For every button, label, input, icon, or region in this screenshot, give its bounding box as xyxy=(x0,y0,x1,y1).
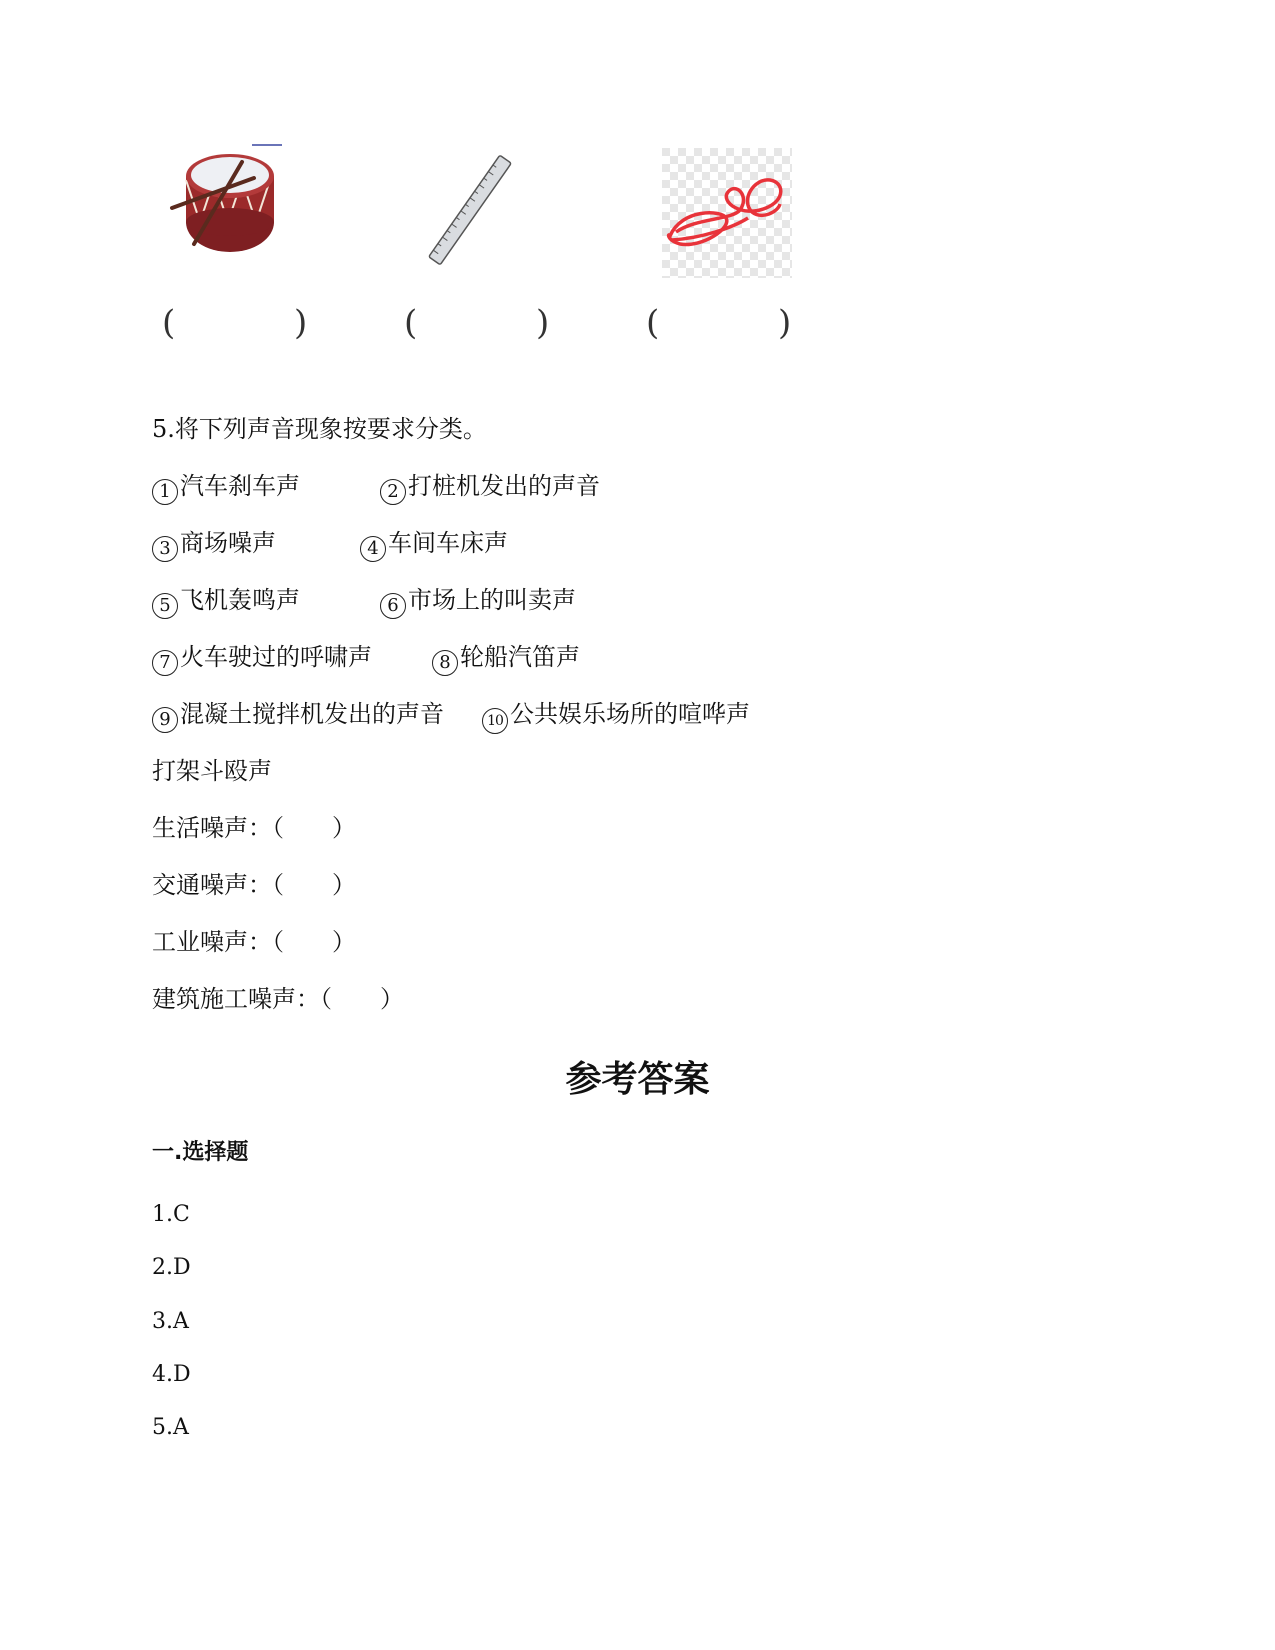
drum-icon xyxy=(168,140,288,260)
item-text: 火车驶过的呼啸声 xyxy=(180,643,372,671)
category-traffic-noise: 交通噪声：（ ） xyxy=(152,871,356,899)
answers-heading: 参考答案 xyxy=(565,1059,710,1100)
answer-item: 2.D xyxy=(152,1255,191,1280)
rubber-band-picture xyxy=(662,148,792,278)
item-text: 市场上的叫卖声 xyxy=(408,586,576,614)
item-text: 混凝土搅拌机发出的声音 xyxy=(180,700,444,728)
item-text: 汽车刹车声 xyxy=(180,472,300,500)
item-number: 10 xyxy=(482,708,508,734)
item-number: 9 xyxy=(152,707,178,733)
question-row-4 xyxy=(152,642,580,676)
category-construction-noise: 建筑施工噪声：（ ） xyxy=(152,985,404,1013)
list-item xyxy=(152,642,432,676)
question-extra-item: 打架斗殴声 xyxy=(152,757,272,785)
question-row-1 xyxy=(152,471,600,505)
rubber-band-icon xyxy=(662,148,792,278)
item-number: 7 xyxy=(152,650,178,676)
list-item xyxy=(152,585,380,619)
drum-picture xyxy=(168,140,288,260)
item-text: 公共娱乐场所的喧哗声 xyxy=(510,700,750,728)
list-item xyxy=(152,699,482,733)
answer-paren-open-1: ( xyxy=(162,303,176,343)
list-item xyxy=(380,585,576,619)
question-row-3 xyxy=(152,585,576,619)
item-number: 5 xyxy=(152,593,178,619)
question-row-5 xyxy=(152,699,750,734)
answer-paren-close-1: ) xyxy=(294,303,308,343)
answers-section-title: 一.选择题 xyxy=(152,1140,249,1165)
list-item xyxy=(360,528,508,562)
question-title: 5.将下列声音现象按要求分类。 xyxy=(152,415,487,443)
item-number: 6 xyxy=(380,593,406,619)
item-text: 轮船汽笛声 xyxy=(460,643,580,671)
item-text: 打桩机发出的声音 xyxy=(408,472,600,500)
answer-item: 4.D xyxy=(152,1362,191,1387)
category-industrial-noise: 工业噪声：（ ） xyxy=(152,928,356,956)
list-item xyxy=(152,528,360,562)
item-text: 商场噪声 xyxy=(180,529,276,557)
ruler-icon xyxy=(420,150,520,270)
list-item xyxy=(432,642,580,676)
item-text: 飞机轰鸣声 xyxy=(180,586,300,614)
item-number: 8 xyxy=(432,650,458,676)
category-living-noise: 生活噪声：（ ） xyxy=(152,814,356,842)
answer-paren-close-2: ) xyxy=(536,303,550,343)
item-number: 3 xyxy=(152,536,178,562)
answer-paren-open-2: ( xyxy=(404,303,418,343)
answer-item: 1.C xyxy=(152,1202,190,1227)
ruler-picture xyxy=(420,150,520,270)
answer-item: 5.A xyxy=(152,1415,189,1440)
item-number: 1 xyxy=(152,479,178,505)
list-item xyxy=(152,471,380,505)
answer-paren-close-3: ) xyxy=(778,303,792,343)
answer-item: 3.A xyxy=(152,1309,189,1334)
question-row-2 xyxy=(152,528,508,562)
list-item xyxy=(380,471,600,505)
item-number: 2 xyxy=(380,479,406,505)
list-item xyxy=(482,699,750,734)
item-text: 车间车床声 xyxy=(388,529,508,557)
answer-paren-open-3: ( xyxy=(646,303,660,343)
item-number: 4 xyxy=(360,536,386,562)
